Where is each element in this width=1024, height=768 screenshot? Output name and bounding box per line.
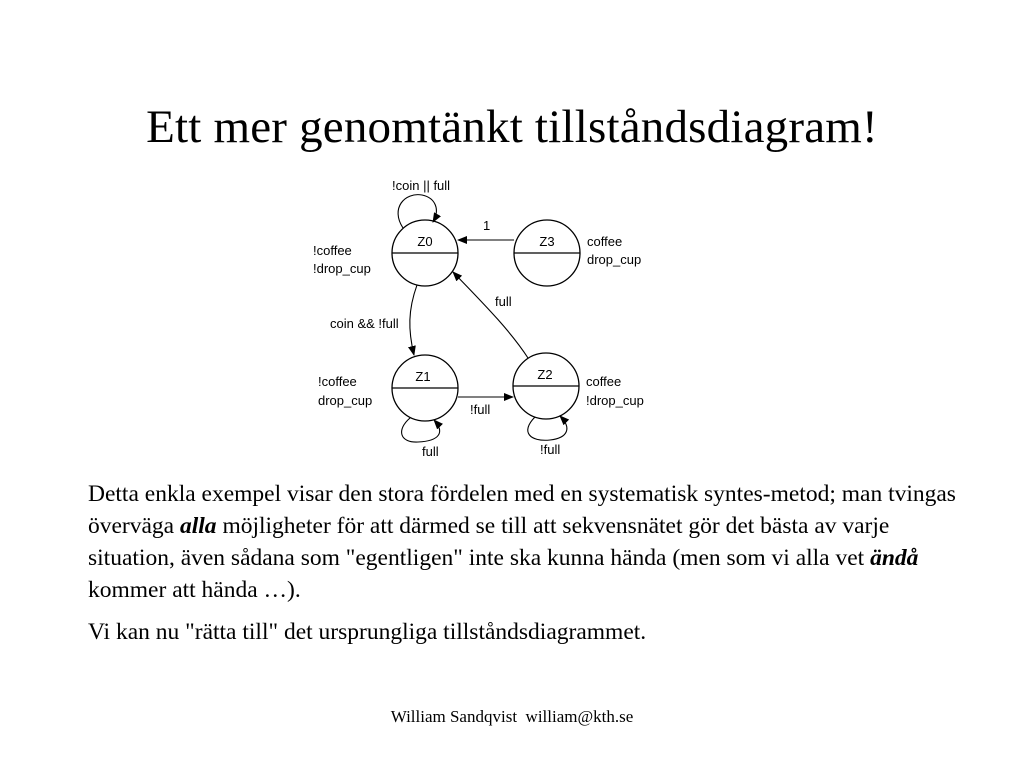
transition-z1-self (402, 418, 440, 442)
slide-footer: William Sandqvist william@kth.se (390, 707, 634, 726)
state-z2-label: Z2 (537, 367, 553, 382)
state-z0 (392, 220, 458, 286)
state-z2 (513, 353, 579, 419)
paragraph-1 (88, 478, 958, 606)
z3-output-2: drop_cup (587, 252, 642, 267)
transition-label-z1-self: full (422, 444, 439, 459)
p1-text-c: kommer att hända …). (88, 577, 301, 603)
emphasis-alla: alla (180, 513, 217, 539)
p1-text-b: möjligheter för att därmed se till att sekvensnätet gör det bästa av varje situation, även sådana som "egentligen" inte ska kunna hända (men som vi alla vet (88, 513, 890, 571)
body-text (88, 478, 958, 658)
state-z3-label: Z3 (539, 234, 555, 249)
transition-z2-z0 (453, 272, 528, 358)
z1-output-1: !coffee (318, 374, 357, 389)
transition-label-z2-z0: full (495, 294, 512, 309)
z0-output-1: !coffee (313, 243, 352, 258)
transition-z2-self (528, 416, 567, 440)
p1-text-a: Detta enkla exempel visar den stora fördelen med en systematisk syntes-metod; man tvingas överväga (88, 481, 956, 539)
transition-label-z0-self: !coin || full (392, 178, 451, 193)
transition-label-z0-z1: coin && !full (330, 316, 399, 331)
state-diagram (300, 170, 700, 470)
paragraph-2: Vi kan nu "rätta till" det ursprungliga tillståndsdiagrammet. (88, 619, 647, 645)
z3-output-1: coffee (587, 234, 623, 249)
transition-label-z1-z2: !full (470, 402, 491, 417)
z2-output-1: coffee (586, 374, 622, 389)
z2-output-2: !drop_cup (586, 393, 644, 408)
transition-label-z3-z0: 1 (483, 218, 491, 233)
state-z1 (392, 355, 458, 421)
state-z3 (514, 220, 580, 286)
transition-z0-z1 (410, 285, 417, 355)
state-z1-label: Z1 (415, 369, 431, 384)
z0-output-2: !drop_cup (313, 261, 371, 276)
transition-label-z2-self: !full (540, 442, 561, 457)
slide-title: Ett mer genomtänkt tillståndsdiagram! (146, 101, 878, 153)
emphasis-anda: ändå (870, 545, 919, 571)
z1-output-2: drop_cup (318, 393, 373, 408)
state-z0-label: Z0 (417, 234, 433, 249)
